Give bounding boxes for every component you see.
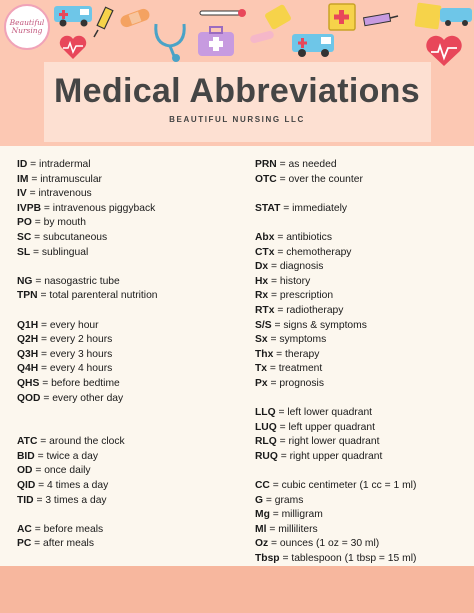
abbreviation-entry [255,552,470,567]
abbreviation-meaning: = tablespoon (1 tbsp = 15 ml) [279,553,417,565]
abbreviation-meaning: = radiotherapy [274,304,344,316]
abbreviation-term: Tx [255,363,268,375]
abbreviation-entry [17,479,232,494]
heart-monitor-icon [58,34,88,60]
abbreviation-term: Rx [255,290,269,302]
abbreviation-entry [17,187,232,202]
abbreviation-term: Q1H [17,319,39,331]
abbreviation-entry [255,246,470,261]
abbreviation-meaning: = every 3 hours [38,348,113,360]
abbreviation-term: RLQ [255,436,277,448]
abbreviation-meaning: = before meals [31,523,104,535]
abbreviation-term: OTC [255,173,277,185]
abbreviation-entry [255,275,470,290]
abbreviation-entry [17,173,232,188]
pills-icon [248,28,278,46]
abbreviation-entry [255,289,470,304]
abbreviation-entry [255,304,470,319]
abbreviation-entry [17,494,232,509]
abbreviation-meaning: = antibiotics [274,231,332,243]
abbreviation-entry [255,173,470,188]
abbreviation-entry [255,508,470,523]
abbreviation-term: Q4H [17,363,39,375]
abbreviation-meaning: = milliliters [266,523,318,535]
abbreviation-meaning: = grams [263,494,304,506]
spacer [17,406,232,421]
abbreviation-term: AC [17,523,32,535]
abbreviation-meaning: = immediately [280,202,348,214]
abbreviation-entry [17,333,232,348]
abbreviation-entry [17,231,232,246]
abbreviation-meaning: = ounces (1 oz = 30 ml) [268,538,380,550]
abbreviation-meaning: = every hour [38,319,99,331]
abbreviation-term: Oz [255,538,269,550]
abbreviation-term: CC [255,480,270,492]
spacer [17,304,232,319]
abbreviation-term: STAT [255,202,281,214]
abbreviation-meaning: = chemotherapy [274,246,352,258]
abbreviation-meaning: = twice a day [34,450,98,462]
abbreviation-term: PO [17,217,32,229]
abbreviation-entry [17,158,232,173]
abbreviation-entry [255,158,470,173]
abbreviation-term: Thx [255,348,274,360]
abbreviation-entry [255,537,470,552]
abbreviation-term: SC [17,231,32,243]
page-subtitle: BEAUTIFUL NURSING LLC [169,115,305,124]
abbreviation-entry [255,421,470,436]
abbreviation-meaning: = 3 times a day [33,494,107,506]
abbreviation-entry [255,406,470,421]
right-column [255,158,470,581]
abbreviation-term: Q2H [17,334,39,346]
abbreviation-term: Abx [255,231,275,243]
abbreviation-meaning: = as needed [276,159,337,170]
abbreviation-entry [255,260,470,275]
abbreviation-entry [255,479,470,494]
abbreviation-term: QID [17,480,36,492]
spacer [17,421,232,436]
abbreviation-entry [255,348,470,363]
abbreviation-meaning: = right upper quadrant [277,450,383,462]
abbreviation-term: S/S [255,319,272,331]
spacer [255,464,470,479]
abbreviation-meaning: = milligram [269,509,323,521]
abbreviation-entry [255,494,470,509]
abbreviation-meaning: = intravenous [26,188,92,200]
medical-book-icon [326,2,360,32]
abbreviation-meaning: = total parenteral nutrition [37,290,158,302]
abbreviation-term: TID [17,494,34,506]
syringe-icon [92,4,118,38]
abbreviation-term: SL [17,246,31,258]
abbreviation-meaning: = intravenous piggyback [41,202,156,214]
abbreviation-term: LUQ [255,421,277,433]
abbreviation-meaning: = over the counter [276,173,363,185]
spacer [255,216,470,231]
abbreviation-term: ATC [17,436,38,448]
abbreviation-meaning: = intramuscular [28,173,102,185]
spacer [17,260,232,275]
abbreviation-term: QHS [17,377,40,389]
abbreviation-meaning: = symptoms [267,334,327,346]
abbreviation-term: IV [17,188,27,200]
bandage-icon [118,8,152,28]
abbreviation-meaning: = intradermal [27,159,91,170]
abbreviation-meaning: = every other day [40,392,124,404]
abbreviation-term: NG [17,275,33,287]
abbreviation-entry [17,450,232,465]
abbreviation-entry [255,450,470,465]
abbreviation-entry [255,333,470,348]
abbreviation-entry [17,392,232,407]
abbreviation-meaning: = left lower quadrant [275,407,373,419]
abbreviation-entry [17,377,232,392]
abbreviation-meaning: = prognosis [267,377,324,389]
abbreviation-meaning: = 4 times a day [35,480,109,492]
abbreviation-entry [17,523,232,538]
abbreviation-meaning: = treatment [267,363,323,375]
abbreviation-meaning: = subcutaneous [31,231,108,243]
abbreviation-entry [17,319,232,334]
abbreviation-entry [17,362,232,377]
abbreviation-meaning: = before bedtime [39,377,120,389]
abbreviation-sheet [0,146,474,566]
abbreviation-term: Ml [255,523,267,535]
ambulance-icon [290,28,338,58]
abbreviation-term: ID [17,159,28,170]
abbreviation-meaning: = every 4 hours [38,363,113,375]
abbreviation-term: IM [17,173,29,185]
abbreviation-meaning: = history [268,275,311,287]
abbreviation-entry [255,231,470,246]
abbreviation-entry [17,435,232,450]
footer-band [0,566,474,613]
abbreviation-term: PRN [255,159,277,170]
abbreviation-entry [255,362,470,377]
abbreviation-term: Mg [255,509,270,521]
abbreviation-term: Sx [255,334,268,346]
abbreviation-meaning: = nasogastric tube [32,275,120,287]
abbreviation-entry [17,246,232,261]
abbreviation-term: LLQ [255,407,276,419]
abbreviation-meaning: = signs & symptoms [271,319,367,331]
abbreviation-meaning: = around the clock [37,436,125,448]
spacer [255,187,470,202]
page-title: Medical Abbreviations [54,72,420,110]
spacer [255,392,470,407]
abbreviation-entry [17,348,232,363]
abbreviation-meaning: = once daily [32,465,91,477]
abbreviation-meaning: = prescription [268,290,334,302]
abbreviation-meaning: = right lower quadrant [276,436,380,448]
abbreviation-term: RTx [255,304,275,316]
abbreviation-term: Tbsp [255,553,280,565]
abbreviation-term: G [255,494,264,506]
abbreviation-term: Dx [255,261,269,273]
abbreviation-meaning: = diagnosis [268,261,324,273]
ambulance-icon [52,2,96,28]
logo-text-line2: Nursing [11,26,43,35]
thermometer-icon [198,6,248,20]
abbreviation-term: RUQ [255,450,278,462]
abbreviation-term: BID [17,450,35,462]
abbreviation-entry [255,202,470,217]
logo-text-line1: Beautiful [9,18,45,27]
abbreviation-entry [17,202,232,217]
brand-logo [4,4,50,50]
spacer [17,508,232,523]
abbreviation-term: Hx [255,275,269,287]
abbreviation-meaning: = therapy [273,348,320,360]
abbreviation-meaning: = after meals [31,538,94,550]
abbreviation-entry [17,537,232,552]
abbreviation-term: IVPB [17,202,42,214]
abbreviation-meaning: = left upper quadrant [276,421,375,433]
abbreviation-term: Q3H [17,348,39,360]
abbreviation-entry [255,435,470,450]
abbreviation-entry [255,319,470,334]
left-column [17,158,232,552]
abbreviation-entry [17,275,232,290]
abbreviation-entry [17,464,232,479]
abbreviation-entry [17,216,232,231]
first-aid-kit-icon [196,24,236,58]
abbreviation-meaning: = every 2 hours [38,334,113,346]
abbreviation-meaning: = cubic centimeter (1 cc = 1 ml) [269,480,417,492]
stethoscope-icon [150,20,196,62]
abbreviation-meaning: = sublingual [30,246,89,258]
ambulance-icon [438,4,474,28]
pill-bottle-icon [264,4,294,30]
abbreviation-term: OD [17,465,33,477]
abbreviation-meaning: = by mouth [31,217,86,229]
abbreviation-term: QOD [17,392,41,404]
abbreviation-term: CTx [255,246,275,258]
abbreviation-entry [17,289,232,304]
syringe-icon [360,8,400,30]
abbreviation-term: TPN [17,290,38,302]
abbreviation-term: PC [17,538,32,550]
abbreviation-entry [255,523,470,538]
abbreviation-term: Px [255,377,268,389]
abbreviation-entry [255,377,470,392]
